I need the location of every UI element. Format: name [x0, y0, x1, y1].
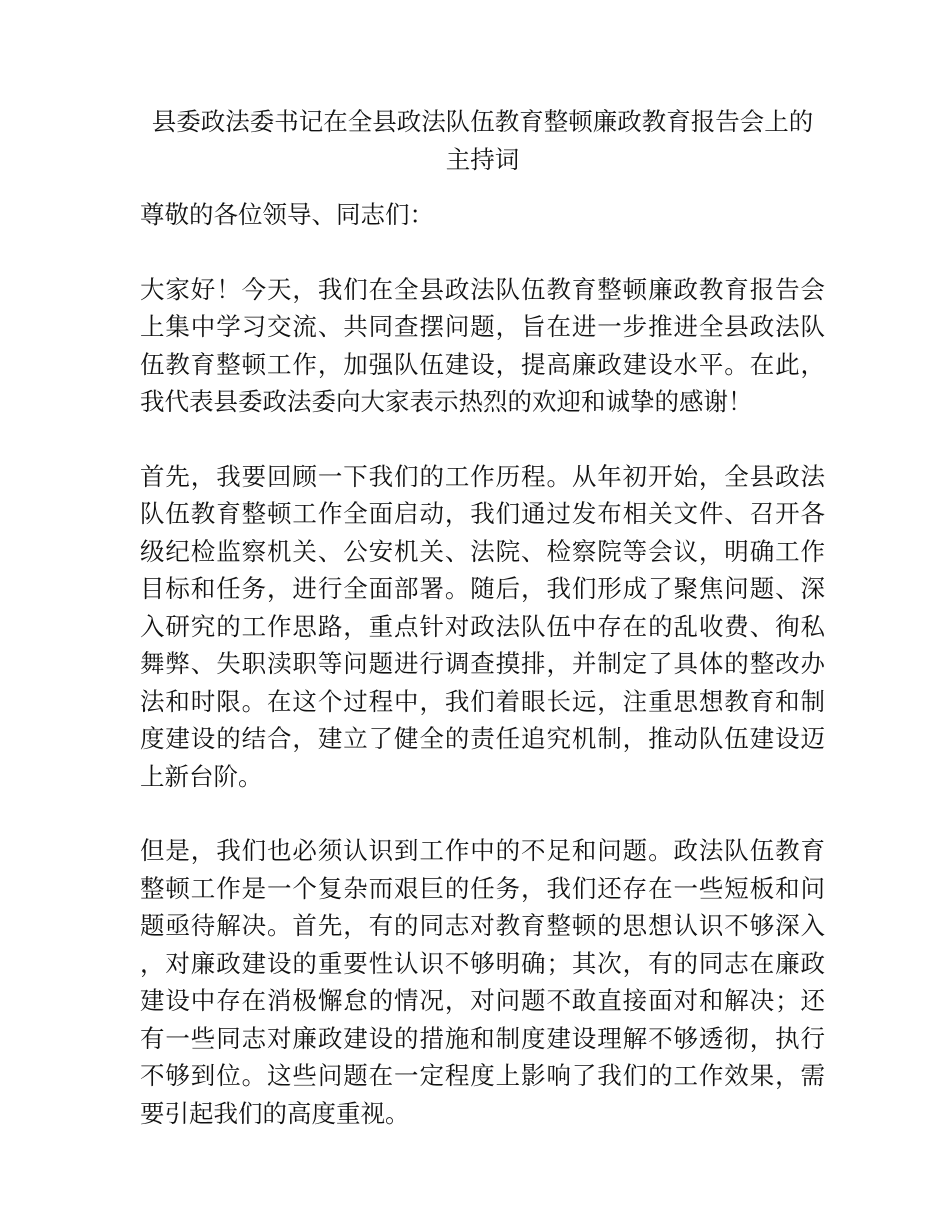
paragraph-opening: 大家好！今天，我们在全县政法队伍教育整顿廉政教育报告会上集中学习交流、共同查摆问题，旨在进一步推进全县政法队伍教育整顿工作，加强队伍建设，提高廉政建设水平。在此，我代表县委政法委向大家表示热烈的欢迎和诚挚的感谢！ — [140, 274, 825, 416]
paragraph-problems: 但是，我们也必须认识到工作中的不足和问题。政法队伍教育整顿工作是一个复杂而艰巨的任务，我们还存在一些短板和问题亟待解决。首先，有的同志对教育整顿的思想认识不够深入，对廉政建设的重要性认识不够明确；其次，有的同志在廉政建设中存在消极懈怠的情况，对问题不敢直接面对和解决；还有一些同志对廉政建设的措施和制度建设理解不够透彻，执行不够到位。这些问题在一定程度上影响了我们的工作效果，需要引起我们的高度重视。 — [140, 836, 825, 1128]
document-body — [140, 103, 825, 1132]
document-title: 县委政法委书记在全县政法队伍教育整顿廉政教育报告会上的主持词 — [151, 107, 814, 174]
greeting-line: 尊敬的各位领导、同志们： — [140, 200, 434, 229]
paragraph-review: 首先，我要回顾一下我们的工作历程。从年初开始，全县政法队伍教育整顿工作全面启动，我们通过发布相关文件、召开各级纪检监察机关、公安机关、法院、检察院等会议，明确工作目标和任务，进行全面部署。随后，我们形成了聚焦问题、深入研究的工作思路，重点针对政法队伍中存在的乱收费、徇私舞弊、失职渎职等问题进行调查摸排，并制定了具体的整改办法和时限。在这个过程中，我们着眼长远，注重思想教育和制度建设的结合，建立了健全的责任追究机制，推动队伍建设迈上新台阶。 — [140, 461, 825, 791]
